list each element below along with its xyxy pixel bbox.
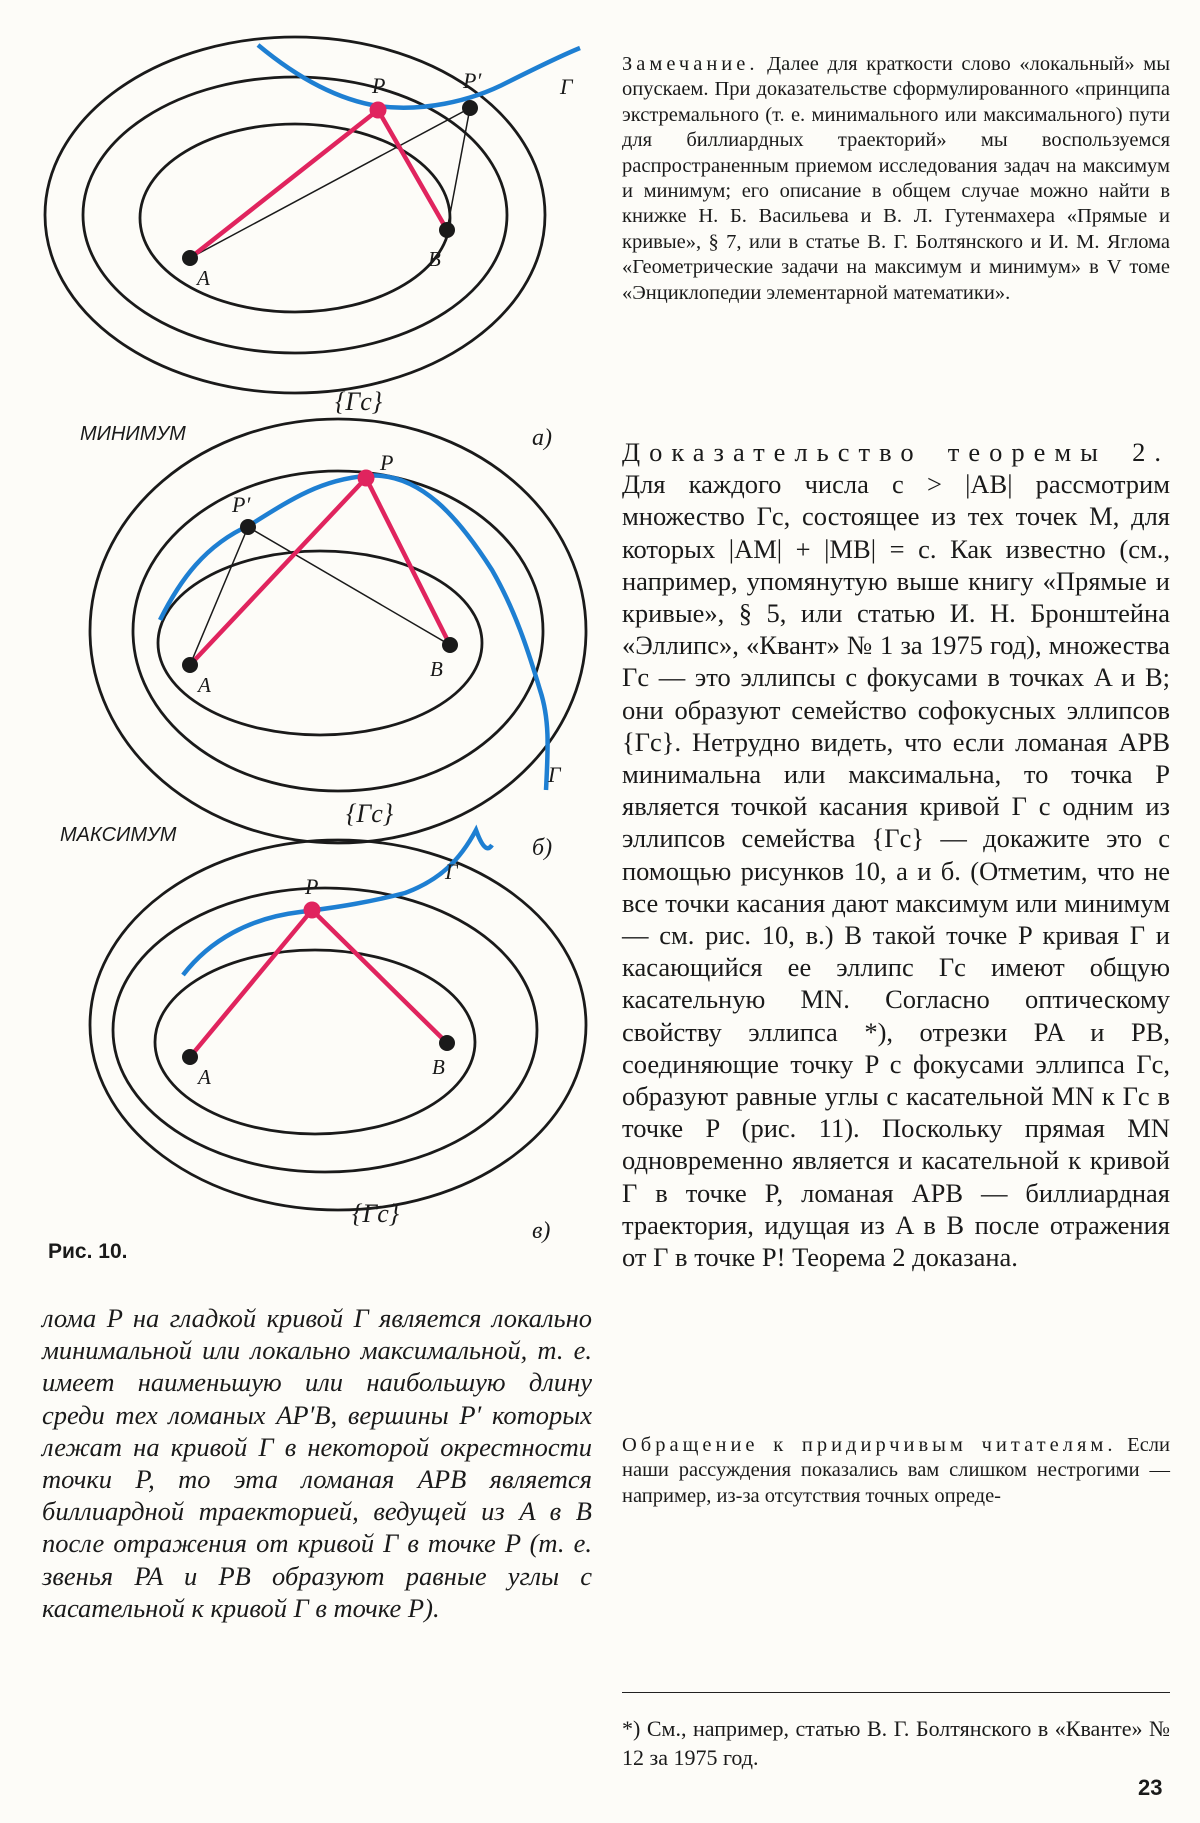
point-p-prime <box>240 519 256 535</box>
remark-paragraph <box>622 52 1170 306</box>
appeal-label: Обращение к придирчивым читателям. <box>622 1434 1117 1456</box>
label-p: P <box>305 874 319 899</box>
label-b: B <box>432 1055 445 1079</box>
remark-label: Замечание. <box>622 53 759 75</box>
segment-pb <box>378 110 447 230</box>
segment-pa <box>190 910 312 1057</box>
point-p <box>304 902 321 919</box>
label-maximum: МАКСИМУМ <box>60 824 177 846</box>
point-p <box>370 102 387 119</box>
label-p-prime: P′ <box>463 68 482 93</box>
label-p: P <box>380 450 394 475</box>
label-a: A <box>198 1065 211 1089</box>
label-family: {Гс} <box>346 799 394 828</box>
page-number: 23 <box>1138 1775 1163 1800</box>
point-b <box>442 637 458 653</box>
point-p <box>358 470 375 487</box>
ellipse-inner <box>158 551 482 735</box>
segment-p2-a <box>190 527 248 665</box>
label-a: A <box>197 266 210 290</box>
footnote-divider <box>622 1692 1170 1693</box>
point-a <box>182 1049 198 1065</box>
label-b: B <box>430 657 443 681</box>
label-gamma: Г <box>560 74 573 99</box>
proof-text: Для каждого числа c > |AB| рассмотрим множество Гс, состоящее из тех точек M, для которых |AM| + |MB| = c. Как известно (см., например, упомянутую выше книгу «Прямые и кривые», § 5, или статью И. Н. Бронштейна «Эллипс», «Квант» № 1 за 1975 год), множества Гс — это эллипсы с фокусами в точках A и B; они образуют семейство софокусных эллипсов {Гс}. Нетрудно видеть, что если ломаная APB минимальна или максимальна, то точка P является точкой касания кривой Г с одним из эллипсов семейства {Гс} — докажите это с помощью рисунков 10, а и б. (Отметим, что не все точки касания дают максимум или минимум — см. рис. 10, в.) В такой точке P кривая Г и касающийся ее эллипс Гс имеют общую касательную MN. Согласно оптическому свойству эллипса *), отрезки PA и PB, соединяющие точку P с фокусами эллипса Гс, образуют равные углы с касательной MN к Гс в точке P (рис. 11). Поскольку прямая MN одновременно является и касательной к кривой Г в точке P, ломаная APB — биллиардная траектория, идущая из A в B после отражения от Г в точке P! Теорема 2 доказана. <box>622 469 1170 1273</box>
segment-pa <box>190 110 378 258</box>
point-p-prime <box>462 100 478 116</box>
segment-a-p2 <box>190 108 470 258</box>
panel-label-c: в) <box>532 1218 551 1244</box>
left-column-paragraph: лома P на гладкой кривой Г является локально минимальной или локально максимальной, т. е. имеет наименьшую или наибольшую длину среди тех ломаных AP′B, вершины P′ которых лежат на кривой Г в некоторой окрестности точки P, то эта ломаная APB является биллиардной траекторией, ведущей из A в B после отражения от кривой Г в точке P (т. е. звенья PA и PB образуют равные углы с касательной к кривой Г в точке P). <box>42 1303 592 1623</box>
label-family: {Гс} <box>335 387 383 416</box>
label-a: A <box>198 673 211 697</box>
label-gamma: Г <box>548 762 561 787</box>
panel-b <box>60 419 586 861</box>
appeal-text: Если наши рассуждения показались вам слишком нестрогими — например, из-за отсутствия точных опреде- <box>622 1434 1170 1507</box>
label-p: P <box>372 73 386 98</box>
footnote: *) См., например, статью В. Г. Болтянского в «Кванте» № 12 за 1975 год. <box>622 1716 1170 1770</box>
point-b <box>439 222 455 238</box>
proof-label: Доказательство теоремы 2. <box>622 437 1170 467</box>
label-gamma: Г <box>445 859 458 884</box>
point-a <box>182 250 198 266</box>
proof-paragraph <box>622 436 1170 1273</box>
panel-a <box>45 37 580 451</box>
point-b <box>439 1035 455 1051</box>
label-minimum: МИНИМУМ <box>80 423 186 445</box>
label-family: {Гс} <box>352 1199 400 1228</box>
ellipse-outer <box>90 840 586 1210</box>
panel-label-a: а) <box>532 425 552 451</box>
appeal-paragraph <box>622 1433 1170 1509</box>
remark-text: Далее для краткости слово «локальный» мы опускаем. При доказательстве сформулированного «принципа экстремального (т. е. минимального или максимального) пути для биллиардных траекторий» мы воспользуемся распространенным приемом исследования задач на максимум и минимум; его описание в общем случае можно найти в книжке Н. Б. Васильева и В. Л. Гутенмахера «Прямые и кривые», § 7, или в статье В. Г. Болтянского и И. М. Яглома «Геометрические задачи на максимум и минимум» в V томе «Энциклопедии элементарной математики». <box>622 53 1170 304</box>
panel-label-b: б) <box>532 835 553 861</box>
label-p-prime: P′ <box>232 492 251 517</box>
panel-c <box>90 830 586 1244</box>
figure-10 <box>0 0 600 1300</box>
point-a <box>182 657 198 673</box>
label-b: B <box>428 247 441 271</box>
figure-caption: Рис. 10. <box>48 1240 128 1263</box>
